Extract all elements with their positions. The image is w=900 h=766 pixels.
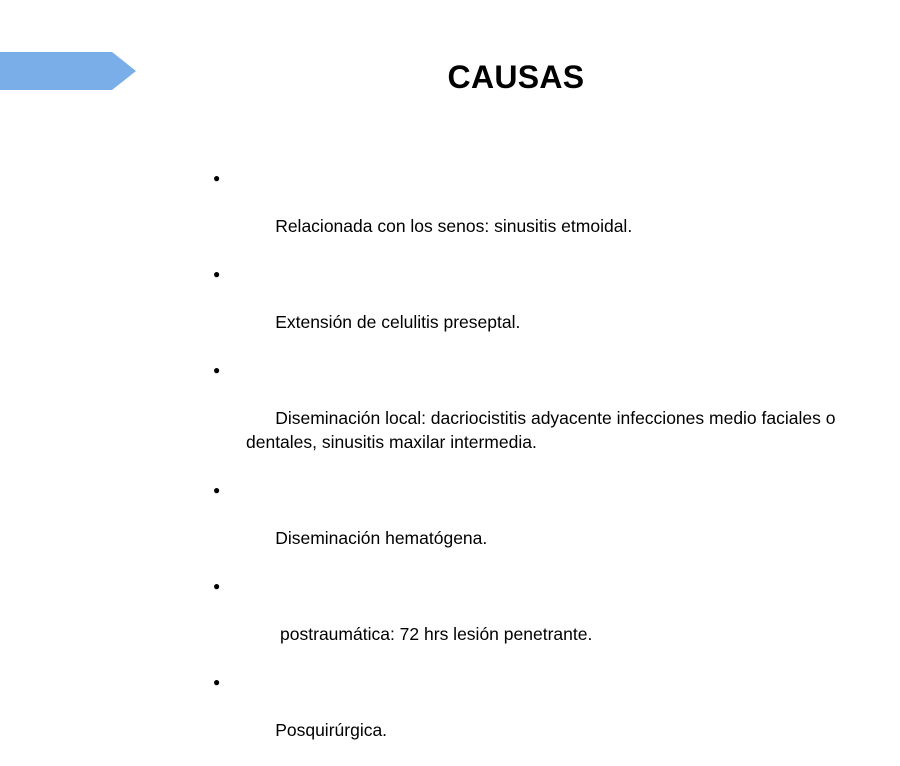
list-item-text: Posquirúrgica. — [275, 720, 388, 740]
bullet-dot-icon: ● — [213, 579, 221, 593]
list-item-text: Extensión de celulitis preseptal. — [275, 312, 521, 332]
list-item — [213, 358, 843, 478]
list-item-text: Diseminación hematógena. — [275, 528, 488, 548]
list-item — [213, 670, 843, 766]
list-item-text: Diseminación local: dacriocistitis adyacente infecciones medio faciales o dentales, sinusitis maxilar intermedia. — [246, 408, 841, 452]
bullet-list — [213, 166, 843, 766]
bullet-dot-icon: ● — [213, 171, 221, 185]
list-item — [213, 166, 843, 262]
bullet-dot-icon: ● — [213, 363, 221, 377]
bullet-dot-icon: ● — [213, 483, 221, 497]
list-item — [213, 574, 843, 670]
list-item-text: Relacionada con los senos: sinusitis etmoidal. — [275, 216, 633, 236]
list-item — [213, 478, 843, 574]
slide-title: CAUSAS — [447, 59, 585, 95]
list-item — [213, 262, 843, 358]
bullet-dot-icon: ● — [213, 267, 221, 281]
accent-arrow-shape — [0, 52, 136, 90]
list-item-text: postraumática: 72 hrs lesión penetrante. — [275, 624, 593, 644]
bullet-dot-icon: ● — [213, 675, 221, 689]
